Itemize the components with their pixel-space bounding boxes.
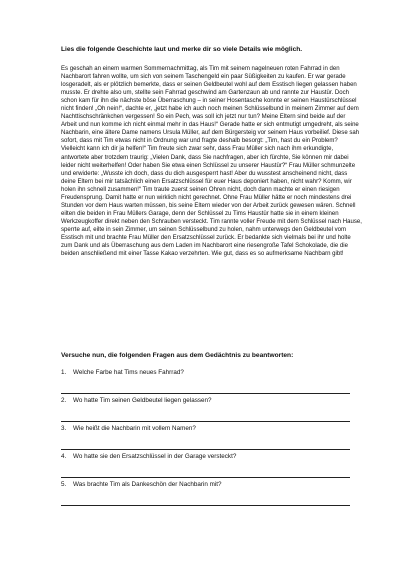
- instruction-heading: Lies die folgende Geschichte laut und merke dir so viele Details wie möglich.: [61, 46, 303, 53]
- questions-heading: Versuche nun, die folgenden Fragen aus dem Gedächtnis zu beantworten:: [61, 352, 294, 359]
- answer-line[interactable]: [61, 449, 350, 450]
- answer-line[interactable]: [61, 393, 350, 394]
- question-number: 1.: [61, 369, 67, 376]
- question-number: 2.: [61, 397, 67, 404]
- story-text: Es geschah an einem warmen Sommernachmittag, als Tim mit seinem nagelneuen roten Fahrrad in den Nachbarort fahren wollte, um sich von seinem Taschengeld ein paar Süßigkeiten zu kaufen. Er war gerade losgeradelt, als er plötzlich bemerkte, dass er seinen Geldbeutel wohl auf dem Esstisch liegen gelassen haben musste. Er drehte also um, stellte sein Fahrrad geschwind am Gartenzaun ab und rannte zur Haustür. Doch schon kam für ihn die nächste böse Überraschung – in seiner Hosentasche konnte er seinen Haustürschlüssel nicht finden! „Oh nein!“, dachte er, „jetzt habe ich auch noch meinen Schlüsselbund in meinem Zimmer auf dem Nachttischschränkchen vergessen! So ein Pech, was soll ich jetzt nur tun? Meine Eltern sind beide auf der Arbeit und nun komme ich nicht einmal mehr in das Haus!“ Gerade hatte er sich entmutigt umgedreht, als seine Nachbarin, eine ältere Dame namens Ursula Müller, auf dem Bürgersteig vor seinem Haus vorbeilief. Diese sah sofort, dass mit Tim etwas nicht in Ordnung war und fragte deshalb besorgt: „Tim, hast du ein Problem? Vielleicht kann ich dir ja helfen!“ Tim freute sich zwar sehr, dass Frau Müller sich nach ihm erkundigte, antwortete aber trotzdem traurig: „Vielen Dank, dass Sie nachfragen, aber ich fürchte, Sie können mir dabei leider nicht weiterhelfen! Oder haben Sie etwa einen Schlüssel zu unserer Haustür?“ Frau Müller schmunzelte und erwiderte: „Wusste ich doch, dass du dich ausgesperrt hast! Aber du wusstest anscheinend nicht, dass deine Eltern bei mir tatsächlich einen Ersatzschlüssel für euer Haus deponiert haben, nicht wahr? Komm, wir holen ihn schnell zusammen!“ Tim traute zuerst seinen Ohren nicht, doch dann machte er einen riesigen Freudensprung. Damit hatte er nun wirklich nicht gerechnet. Ohne Frau Müller hätte er noch mindestens drei Stunden vor dem Haus warten müssen, bis seine Eltern wieder von der Arbeit zurück gewesen wären. Schnell eilten die beiden in Frau Müllers Garage, denn der Schlüssel zu Tims Haustür hatte sie in einem kleinen Werkzeugkoffer direkt neben den Schrauben versteckt. Tim rannte voller Freude mit dem Schlüssel nach Hause, sperrte auf, eilte in sein Zimmer, um seinen Schlüsselbund zu holen, nahm unterwegs den Geldbeutel vom Esstisch mit und brachte Frau Müller den Ersatzschlüssel zurück. Er bedankte sich vielmals bei ihr und holte zum Dank und als Überraschung aus dem Laden im Nachbarort eine riesengroße Tafel Schokolade, die die beiden anschließend mit einer Tasse Kakao verzehrten. Wie gut, dass es so aufmerksame Nachbarn gibt!: [61, 66, 362, 258]
- answer-line[interactable]: [61, 421, 350, 422]
- question-text: Wo hatte sie den Ersatzschlüssel in der Garage versteckt?: [73, 453, 237, 460]
- answer-line[interactable]: [61, 477, 350, 478]
- question-number: 5.: [61, 481, 67, 488]
- question-number: 3.: [61, 425, 67, 432]
- question-text: Was brachte Tim als Dankeschön der Nachbarin mit?: [73, 481, 222, 488]
- question-text: Welche Farbe hat Tims neues Fahrrad?: [73, 369, 184, 376]
- question-text: Wo hatte Tim seinen Geldbeutel liegen gelassen?: [73, 397, 212, 404]
- question-number: 4.: [61, 453, 67, 460]
- question-text: Wie heißt die Nachbarin mit vollem Namen?: [73, 425, 196, 432]
- answer-line[interactable]: [61, 505, 350, 506]
